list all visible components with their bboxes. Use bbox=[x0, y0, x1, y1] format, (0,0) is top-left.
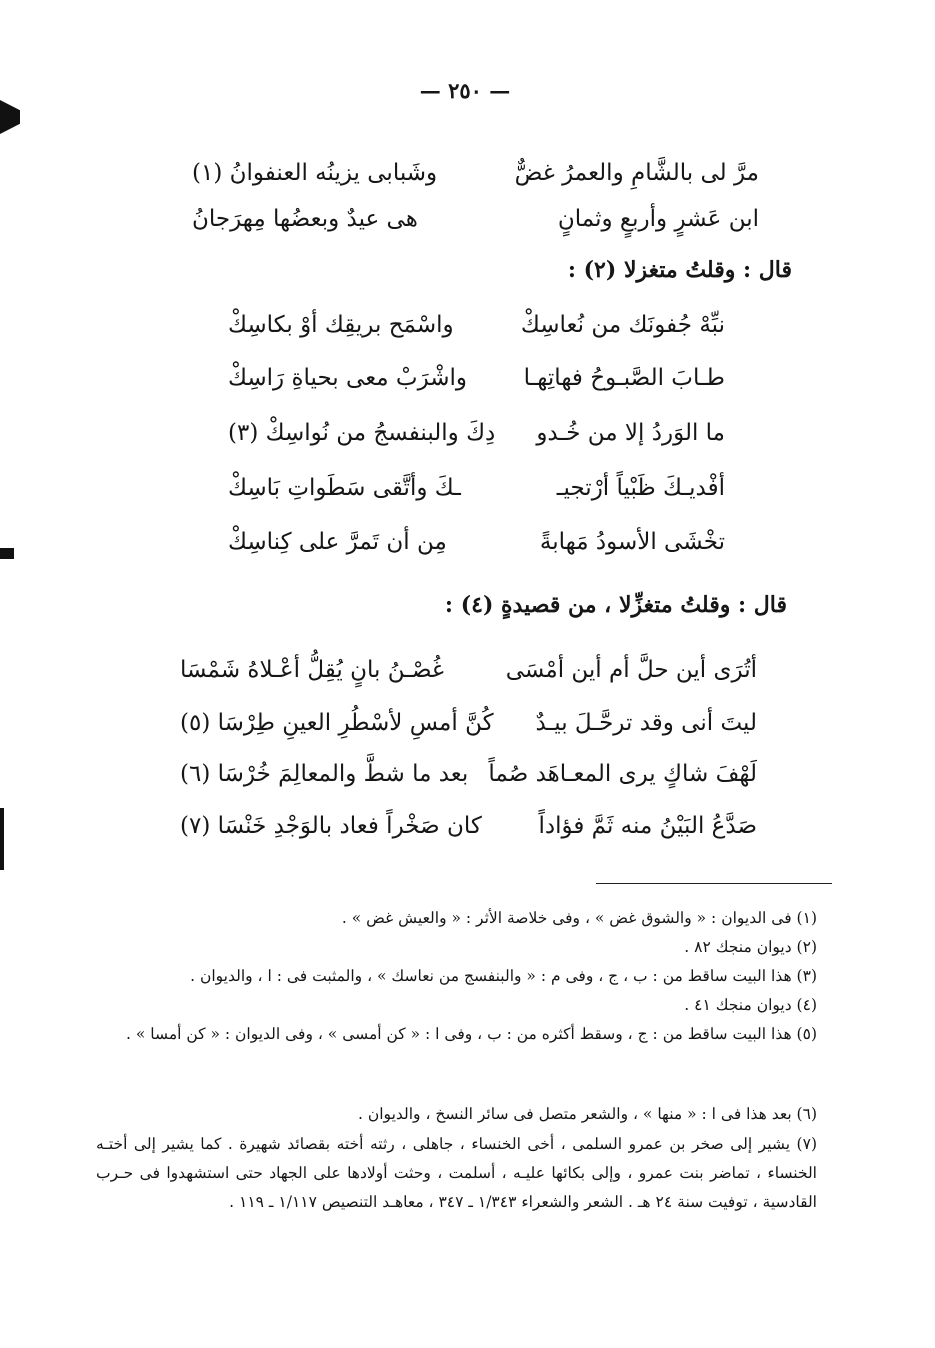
verse bbox=[180, 806, 757, 850]
verse-first-hemistich: أفْديـكَ ظَبْياً أرْتجيـ bbox=[556, 475, 725, 501]
section-intro: قال : وقلتُ متغزلا (٢) : bbox=[567, 257, 792, 283]
verse bbox=[180, 703, 757, 747]
verse bbox=[228, 468, 725, 512]
footnote: (٦) بعد هذا فى ا : « منها » ، والشعر متصل فى سائر النسخ ، والديوان . bbox=[358, 1105, 817, 1123]
verse-second-hemistich: غُصْـنُ بانٍ يُقِلُّ أعْـلاهُ شَمْسَا bbox=[180, 657, 444, 683]
scan-edge-mark bbox=[0, 808, 4, 870]
verse-first-hemistich: ليتَ أنى وقد ترحَّـلَ بيـدٌ bbox=[535, 710, 757, 736]
scan-edge-mark bbox=[0, 100, 20, 134]
verse-second-hemistich: وشَبابى يزينُه العنفوانُ (١) bbox=[192, 160, 438, 186]
footnote: (١) فى الديوان : « والشوق غض » ، وفى خلاصة الأثر : « والعيش غض » . bbox=[341, 909, 817, 927]
verse bbox=[228, 358, 725, 402]
verse-first-hemistich: طـابَ الصَّبـوحُ فهاتِهـا bbox=[523, 365, 725, 391]
footnote: (٥) هذا البيت ساقط من : ج ، وسقط أكثره من : ب ، وفى ا : « كن أمسى » ، وفى الديوان : « كن أمسا » . bbox=[126, 1025, 817, 1043]
footnote: (٤) ديوان منجك ٤١ . bbox=[684, 996, 817, 1014]
verse-second-hemistich: هى عيدٌ وبعضُها مِهرَجانُ bbox=[192, 206, 418, 232]
footnote: (٣) هذا البيت ساقط من : ب ، ج ، وفى م : « والبنفسج من نعاسك » ، والمثبت فى : ا ، والديوان . bbox=[190, 967, 817, 985]
footnote: (٢) ديوان منجك ٨٢ . bbox=[684, 938, 817, 956]
verse bbox=[228, 522, 725, 566]
verse-second-hemistich: واسْمَح بريقِك أوْ بكاسِكْ bbox=[228, 312, 454, 338]
verse bbox=[228, 413, 725, 457]
verse-first-hemistich: ابن عَشرٍ وأربعٍ وثمانٍ bbox=[557, 206, 759, 232]
verse-first-hemistich: تخْشَى الأسودُ مَهابةً bbox=[539, 529, 725, 555]
scan-edge-mark bbox=[0, 548, 14, 559]
verse-second-hemistich: مِن أن تَمرَّ على كِناسِكْ bbox=[228, 529, 447, 555]
verse-first-hemistich: صَدَّعُ البَيْنُ منه ثَمَّ فؤاداً bbox=[538, 813, 757, 839]
page-number: — ٢٥٠ — bbox=[419, 78, 511, 103]
verse-second-hemistich: واشْرَبْ معى بحياةِ رَاسِكْ bbox=[228, 365, 468, 391]
verse bbox=[180, 754, 757, 798]
verse bbox=[180, 650, 757, 694]
verse-second-hemistich: كان صَخْراً فعاد بالوَجْدِ خَنْسَا (٧) bbox=[180, 813, 482, 839]
verse-second-hemistich: بعد ما شطَّ والمعالِمَ خُرْسَا (٦) bbox=[180, 761, 469, 787]
verse-first-hemistich: ما الوَردُ إلا من خُـدو bbox=[536, 420, 725, 446]
verse-first-hemistich: أتُرَى أين حلَّ أم أين أمْسَى bbox=[505, 657, 757, 683]
verse-first-hemistich: نبِّهْ جُفونَك من نُعاسِكْ bbox=[520, 312, 725, 338]
verse-first-hemistich: لَهْفَ شاكٍ يرى المعـاهَد صُماً bbox=[488, 761, 757, 787]
verse-second-hemistich: كُنَّ أمسِ لأسْطُرِ العينِ طِرْسَا (٥) bbox=[180, 710, 494, 736]
footnote: (٧) يشير إلى صخر بن عمرو السلمى ، أخى الخنساء ، جاهلى ، رثته أخته بقصائد شهيرة . كما يشير إلى أختـه الخنساء ، تماضر بنت عمرو ، وإلى بكائها عليـه ، أسلمت ، وحثت أولادها على الجهاد حتى استشهدوا فى حـرب القادسية ، توفيت سنة ٢٤ هـ . الشعر والشعراء ١/٣٤٣ ـ ٣٤٧ ، معاهـد التنصيص ١/١١٧ ـ ١١٩ . bbox=[96, 1135, 817, 1211]
verse-second-hemistich: ـكَ وأتَّقى سَطَواتِ بَاسِكْ bbox=[228, 475, 461, 501]
verse-second-hemistich: دِكَ والبنفسجُ من نُواسِكْ (٣) bbox=[228, 420, 496, 446]
verse bbox=[192, 153, 759, 197]
verse bbox=[192, 199, 759, 243]
verse bbox=[228, 305, 725, 349]
footnote-separator bbox=[596, 883, 832, 884]
section-intro: قال : وقلتُ متغزِّلا ، من قصيدةٍ (٤) : bbox=[444, 592, 787, 618]
verse-first-hemistich: مرَّ لى بالشَّامِ والعمرُ غضٌّ bbox=[514, 160, 759, 186]
